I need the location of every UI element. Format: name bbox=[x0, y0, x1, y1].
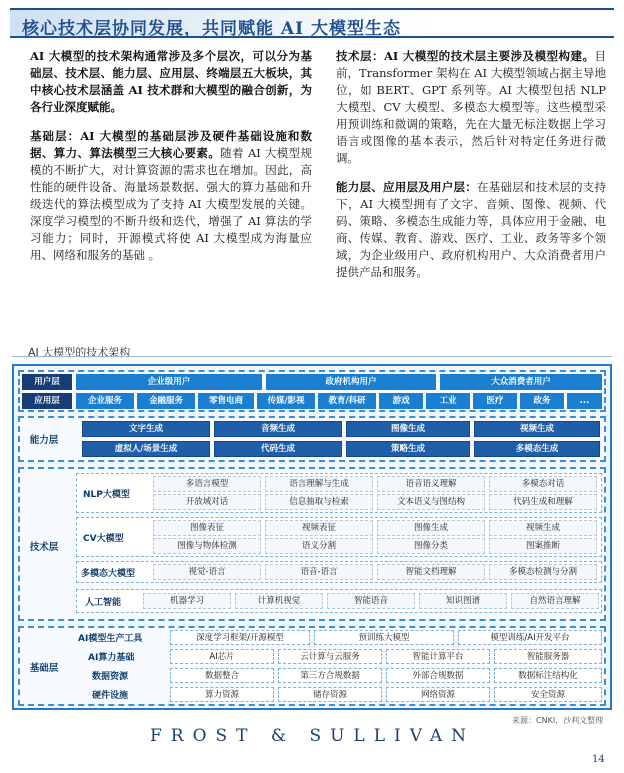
base-layer-paragraph bbox=[30, 128, 312, 264]
base-item: AI芯片 bbox=[170, 649, 274, 664]
base-item: 数据标注结构化 bbox=[494, 668, 602, 683]
user-item: 大众消费者用户 bbox=[440, 374, 602, 390]
cv-item: 视频表征 bbox=[265, 520, 373, 536]
tech-group bbox=[18, 467, 606, 621]
base-item: 储存资源 bbox=[278, 687, 382, 702]
app-item: 政务 bbox=[520, 393, 564, 409]
app-item: 医疗 bbox=[473, 393, 517, 409]
base-layer-body: 随着 AI 大模型规模的不断扩大，对计算资源的需求也在增加。因此，高性能的硬件设备、海量场景数据、强大的算力基础和升级迭代的算法模型成为了支持 AI 大模型发展的关键。深度学习模型的不断升级和迭代，增强了 AI 算法的学习能力；同时，开源模式将使 AI 大模型成为海量应用、网络和服务的基础 。 bbox=[30, 146, 312, 262]
nlp-item: 开放域对话 bbox=[153, 494, 261, 510]
base-item: 网络资源 bbox=[386, 687, 490, 702]
base-item: 智能计算平台 bbox=[386, 649, 490, 664]
cv-item: 语义分割 bbox=[265, 538, 373, 554]
ability-item: 代码生成 bbox=[214, 441, 342, 457]
app-item: 零售电商 bbox=[198, 393, 254, 409]
ability-layer-body: 在基础层和技术层的支持下，AI 大模型拥有了文字、音频、图像、视频、代码、策略、多模态生成能力等，具体应用于金融、电商、传媒、教育、游戏、医疗、工业、政务等多个领域，为企业级用户、政府机构用户、大众消费者用户提供产品和服务。 bbox=[336, 180, 606, 279]
ability-layer-paragraph bbox=[336, 179, 606, 281]
multimodal-item: 智能文档理解 bbox=[377, 564, 485, 580]
cv-item: 图案推断 bbox=[489, 538, 597, 554]
base-row-label: 硬件设施 bbox=[92, 691, 129, 701]
ability-item: 多模态生成 bbox=[474, 441, 600, 457]
page-number: 14 bbox=[592, 754, 605, 765]
ai-item: 智能语音 bbox=[327, 593, 415, 609]
nlp-item: 语音语义理解 bbox=[377, 476, 485, 492]
base-layer-lead: 基础层：AI 大模型的基础层涉及硬件基础设施和数据、算力、算法模型三大核心要素。 bbox=[30, 129, 312, 160]
source-note: 来源：CNKI，沙利文整理 bbox=[512, 716, 604, 725]
ai-item: 知识图谱 bbox=[419, 593, 507, 609]
multimodal-item: 多模态检测与分割 bbox=[489, 564, 597, 580]
ai-item: 计算机视觉 bbox=[235, 593, 323, 609]
architecture-diagram bbox=[12, 364, 612, 710]
multimodal-panel bbox=[76, 561, 602, 583]
user-app-group bbox=[18, 370, 606, 412]
ability-item: 图像生成 bbox=[346, 421, 470, 437]
ai-label: 人工智能 bbox=[85, 598, 122, 608]
base-item: 深度学习框架/开源模型 bbox=[170, 630, 310, 645]
base-item: 安全资源 bbox=[494, 687, 602, 702]
cv-panel bbox=[76, 517, 602, 557]
frost-sullivan-logo: FROST & SULLIVAN bbox=[150, 726, 475, 746]
tech-layer-paragraph bbox=[336, 48, 606, 167]
base-item: 模型训练/AI开发平台 bbox=[458, 630, 602, 645]
base-group bbox=[18, 626, 606, 706]
base-item: 算力资源 bbox=[170, 687, 274, 702]
app-item: 金融服务 bbox=[137, 393, 195, 409]
cv-item: 图像与物体检测 bbox=[153, 538, 261, 554]
base-layer-label: 基础层 bbox=[29, 663, 59, 674]
title-banner bbox=[10, 8, 614, 38]
multimodal-item: 视觉-语言 bbox=[153, 564, 261, 580]
app-item: 工业 bbox=[426, 393, 470, 409]
tech-layer-label: 技术层 bbox=[29, 542, 59, 553]
ability-layer-lead: 能力层、应用层及用户层： bbox=[336, 180, 477, 194]
cv-item: 视频生成 bbox=[489, 520, 597, 536]
app-item: 企业服务 bbox=[76, 393, 134, 409]
ability-group bbox=[18, 416, 606, 462]
nlp-item: 代码生成和理解 bbox=[489, 494, 597, 510]
multimodal-label: 多模态大模型 bbox=[81, 569, 136, 579]
base-row-label: 数据资源 bbox=[92, 672, 129, 682]
base-item: 智能服务器 bbox=[494, 649, 602, 664]
intro-paragraph: AI 大模型的技术架构通常涉及多个层次，可以分为基础层、技术层、能力层、应用层、终端层五大板块，其中核心技术层涵盖 AI 技术群和大模型的融合创新，为各行业深度赋能。 bbox=[30, 49, 312, 114]
ability-item: 音频生成 bbox=[214, 421, 342, 437]
cv-item: 图像表征 bbox=[153, 520, 261, 536]
nlp-item: 语言理解与生成 bbox=[265, 476, 373, 492]
nlp-item: 多语言模型 bbox=[153, 476, 261, 492]
base-row-label: AI算力基础 bbox=[88, 653, 135, 663]
nlp-item: 文本语义与图结构 bbox=[377, 494, 485, 510]
ability-item: 文字生成 bbox=[82, 421, 210, 437]
cv-label: CV大模型 bbox=[83, 534, 124, 544]
right-column bbox=[336, 48, 606, 293]
left-column bbox=[30, 48, 312, 276]
app-item: 教育/科研 bbox=[318, 393, 376, 409]
cv-item: 图像分类 bbox=[377, 538, 485, 554]
ai-item: 自然语言理解 bbox=[511, 593, 599, 609]
app-item: 传媒/影视 bbox=[257, 393, 315, 409]
base-item: 预训练大模型 bbox=[314, 630, 454, 645]
cv-item: 图像生成 bbox=[377, 520, 485, 536]
nlp-panel bbox=[76, 473, 602, 513]
page-title: 核心技术层协同发展，共同赋能 AI 大模型生态 bbox=[22, 19, 401, 39]
base-row-label: AI模型生产工具 bbox=[78, 634, 143, 644]
ability-item: 视频生成 bbox=[474, 421, 600, 437]
caption-divider bbox=[12, 356, 612, 357]
multimodal-item: 语音-语言 bbox=[265, 564, 373, 580]
tech-layer-body: 目前，Transformer 架构在 AI 大模型领域占据主导地位，如 BERT、GPT 系列等。AI 大模型包括 NLP 大模型、CV 大模型、多模态大模型等。这些模型采用预训练和微调的策略，先在大量无标注数据上学习语言或图像的基本表示，然后针对特定任务进行微调。 bbox=[336, 49, 606, 165]
ability-item: 虚拟人/场景生成 bbox=[82, 441, 210, 457]
tech-layer-lead: 技术层：AI 大模型的技术层主要涉及模型构建。 bbox=[336, 49, 595, 63]
nlp-item: 信息抽取与检索 bbox=[265, 494, 373, 510]
user-item: 政府机构用户 bbox=[266, 374, 436, 390]
base-item: 外部合规数据 bbox=[386, 668, 490, 683]
ai-panel bbox=[76, 589, 602, 613]
ai-item: 机器学习 bbox=[143, 593, 231, 609]
base-item: 云计算与云服务 bbox=[278, 649, 382, 664]
base-item: 第三方合规数据 bbox=[278, 668, 382, 683]
app-layer-label: 应用层 bbox=[22, 393, 72, 409]
ability-layer-label: 能力层 bbox=[29, 435, 59, 446]
user-layer-label: 用户层 bbox=[22, 374, 72, 390]
diagram-caption: AI 大模型的技术架构 bbox=[28, 346, 131, 359]
ability-item: 策略生成 bbox=[346, 441, 470, 457]
user-item: 企业级用户 bbox=[76, 374, 262, 390]
app-item: 游戏 bbox=[379, 393, 423, 409]
base-item: 数据整合 bbox=[170, 668, 274, 683]
app-item: ... bbox=[567, 393, 602, 409]
nlp-label: NLP大模型 bbox=[83, 490, 130, 500]
nlp-item: 多模态对话 bbox=[489, 476, 597, 492]
